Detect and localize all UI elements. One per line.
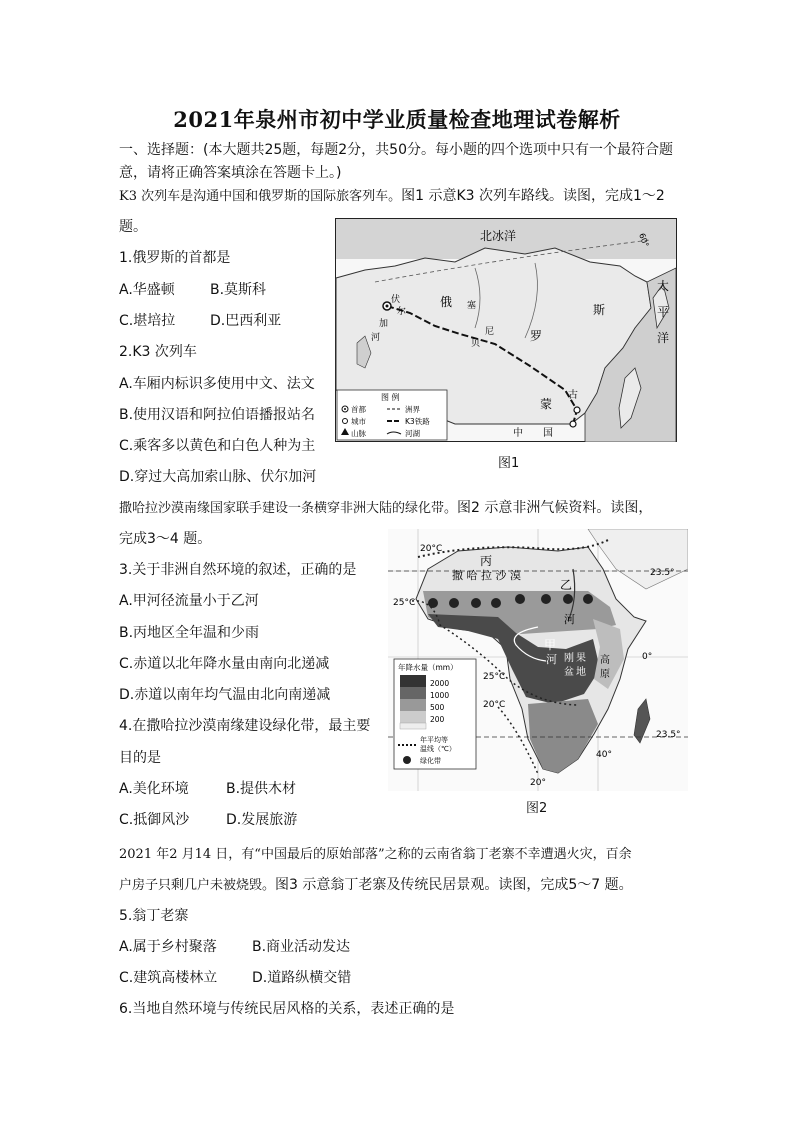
label-plateau-2: 原 bbox=[600, 669, 610, 680]
label-river-b2: 尼 bbox=[485, 327, 495, 337]
label-lat-23-5-south: 23.5° bbox=[656, 730, 681, 740]
question-5-option-c: C.建筑高楼林立 bbox=[119, 970, 218, 986]
legend-river: 河湖 bbox=[405, 429, 420, 438]
label-pacific-2: 平 bbox=[657, 305, 670, 319]
intro-sahara-instruction: 图2 示意非洲气候资料。读图， bbox=[457, 500, 653, 516]
legend-title: 图 例 bbox=[381, 393, 400, 402]
tree-icon bbox=[563, 594, 573, 604]
question-4-option-c: C.抵御风沙 bbox=[119, 812, 190, 828]
label-congo-4: 地 bbox=[576, 667, 586, 678]
question-1-option-c: C.堪培拉 bbox=[119, 313, 176, 329]
label-volga-1: 伏 bbox=[391, 295, 401, 305]
tree-icon bbox=[449, 598, 459, 608]
figure-2-caption: 图2 bbox=[526, 801, 548, 816]
tree-icon bbox=[428, 598, 438, 608]
intro-k3-line2: 题。 bbox=[119, 219, 147, 235]
city-marker bbox=[570, 421, 576, 427]
legend-mountain: 山脉 bbox=[351, 429, 366, 438]
question-4-option-b: B.提供木材 bbox=[226, 781, 297, 797]
question-2-option-d: D.穿过大高加索山脉、伏尔加河 bbox=[119, 469, 317, 485]
label-volga-3: 加 bbox=[379, 319, 389, 329]
label-lat60: 60° bbox=[637, 231, 651, 249]
legend-value-200: 200 bbox=[430, 715, 445, 724]
tree-icon bbox=[515, 594, 525, 604]
legend-isotherm-2: 温线（℃） bbox=[420, 745, 456, 753]
question-1-option-b: B.莫斯科 bbox=[210, 282, 267, 298]
label-20-bottom: 20° bbox=[530, 778, 546, 788]
figure-2-legend bbox=[394, 659, 476, 769]
label-yi: 乙 bbox=[560, 578, 573, 592]
label-bing: 丙 bbox=[480, 554, 493, 568]
question-5-stem: 5.翁丁老寨 bbox=[119, 908, 189, 924]
figure-2-africa-map bbox=[388, 529, 688, 791]
legend-green-belt: 绿化带 bbox=[420, 757, 441, 765]
legend-border: 洲界 bbox=[405, 405, 420, 414]
legend-precip-title: 年降水量（mm） bbox=[398, 663, 458, 672]
label-china-1: 中 bbox=[513, 428, 523, 439]
question-3-option-b: B.丙地区全年温和少雨 bbox=[119, 625, 260, 641]
intro-sahara bbox=[119, 498, 652, 519]
question-2-option-c: C.乘客多以黄色和白色人种为主 bbox=[119, 438, 316, 454]
figure-1-caption: 图1 bbox=[498, 456, 520, 471]
label-congo-2: 果 bbox=[576, 653, 586, 664]
tree-icon bbox=[471, 598, 481, 608]
label-lon-40: 40° bbox=[596, 750, 612, 760]
legend-city-icon bbox=[343, 419, 348, 424]
label-russia-2: 罗 bbox=[530, 329, 543, 343]
legend-swatch-1000 bbox=[400, 687, 426, 699]
question-1-option-d: D.巴西利亚 bbox=[210, 313, 282, 329]
page-title: 2021年泉州市初中学业质量检查地理试卷解析 bbox=[173, 107, 621, 132]
label-sahara-desert: 撒 哈 拉 沙 漠 bbox=[452, 569, 521, 582]
question-3-option-a: A.甲河径流量小于乙河 bbox=[119, 593, 259, 609]
label-volga-4: 河 bbox=[371, 333, 381, 343]
label-mongolia-1: 蒙 bbox=[540, 397, 553, 411]
label-25c-south: 25°C bbox=[483, 672, 506, 682]
label-pacific-3: 洋 bbox=[657, 331, 670, 345]
legend-value-1000: 1000 bbox=[430, 691, 450, 700]
question-3-option-d: D.赤道以南年均气温由北向南递减 bbox=[119, 687, 331, 703]
question-4-option-a: A.美化环境 bbox=[119, 781, 189, 797]
label-arctic: 北冰洋 bbox=[480, 229, 517, 243]
question-5-option-b: B.商业活动发达 bbox=[252, 939, 351, 955]
label-25c-west: 25°C bbox=[393, 598, 416, 608]
figure-1-legend bbox=[337, 390, 447, 440]
intro-wengding-instruction: 图3 示意翁丁老寨及传统民居景观。读图，完成5～7 题。 bbox=[275, 877, 633, 893]
legend-swatch-2000 bbox=[400, 675, 426, 687]
label-river-yi: 河 bbox=[564, 613, 575, 626]
question-1-option-a: A.华盛顿 bbox=[119, 282, 175, 298]
tree-icon bbox=[491, 598, 501, 608]
legend-capital: 首都 bbox=[351, 405, 366, 414]
label-river-b1: 贝 bbox=[471, 339, 481, 349]
legend-tree-icon bbox=[403, 756, 411, 764]
label-20c-south: 20°C bbox=[483, 700, 506, 710]
question-6-stem: 6.当地自然环境与传统民居风格的关系，表述正确的是 bbox=[119, 1001, 455, 1017]
question-1-stem: 1.俄罗斯的首都是 bbox=[119, 250, 231, 266]
label-china-2: 国 bbox=[543, 428, 553, 439]
question-5-option-d: D.道路纵横交错 bbox=[252, 970, 352, 986]
question-2-option-a: A.车厢内标识多使用中文、法文 bbox=[119, 376, 315, 392]
question-4-option-d: D.发展旅游 bbox=[226, 812, 298, 828]
label-river-jia: 河 bbox=[546, 653, 557, 666]
intro-k3-instruction: 图1 示意K3 次列车路线。读图，完成1～2 bbox=[401, 188, 665, 204]
intro-k3 bbox=[119, 186, 665, 207]
legend-value-500: 500 bbox=[430, 703, 445, 712]
question-4-stem-line2: 目的是 bbox=[119, 750, 161, 766]
intro-sahara-text: 撒哈拉沙漠南缘国家联手建设一条横穿非洲大陆的绿化带。 bbox=[119, 501, 458, 516]
tree-icon bbox=[583, 594, 593, 604]
legend-isotherm-1: 年平均等 bbox=[420, 736, 448, 744]
question-4-stem-line1: 4.在撒哈拉沙漠南缘建设绿化带，最主要 bbox=[119, 718, 371, 734]
label-volga-2: 尔 bbox=[397, 307, 407, 317]
question-5-option-a: A.属于乡村聚落 bbox=[119, 939, 217, 955]
intro-wengding-line2 bbox=[119, 875, 633, 896]
section-instructions-line2: 意，请将正确答案填涂在答题卡上。) bbox=[119, 165, 342, 181]
question-3-option-c: C.赤道以北年降水量由南向北递减 bbox=[119, 656, 330, 672]
label-russia-3: 斯 bbox=[593, 303, 606, 317]
label-lat-0: 0° bbox=[642, 652, 653, 662]
legend-swatch-200 bbox=[400, 711, 426, 723]
label-mongolia-2: 古 bbox=[568, 390, 578, 401]
city-marker bbox=[574, 407, 580, 413]
legend-railway: K3铁路 bbox=[405, 417, 430, 426]
question-3-stem: 3.关于非洲自然环境的叙述，正确的是 bbox=[119, 562, 357, 578]
question-2-option-b: B.使用汉语和阿拉伯语播报站名 bbox=[119, 407, 316, 423]
intro-wengding-line1: 2021 年2 月14 日，有“中国最后的原始部落”之称的云南省翁丁老寨不幸遭遇火灾，百余 bbox=[119, 847, 632, 862]
label-20c-north: 20°C bbox=[420, 544, 443, 554]
intro-k3-text: K3 次列车是沟通中国和俄罗斯的国际旅客列车。 bbox=[119, 189, 402, 204]
label-congo-3: 盆 bbox=[564, 667, 574, 678]
intro-wengding-text: 户房子只剩几户未被烧毁。 bbox=[119, 878, 276, 893]
label-jia: 甲 bbox=[544, 638, 557, 652]
intro-sahara-line2: 完成3～4 题。 bbox=[119, 531, 212, 547]
legend-value-2000: 2000 bbox=[430, 679, 450, 688]
label-river-b3: 塞 bbox=[467, 301, 477, 311]
question-2-stem: 2.K3 次列车 bbox=[119, 344, 197, 360]
label-pacific-1: 太 bbox=[657, 279, 670, 293]
section-instructions-line1: 一、选择题：(本大题共25题，每题2分，共50分。每小题的四个选项中只有一个最符合题 bbox=[119, 142, 673, 158]
legend-city: 城市 bbox=[351, 417, 366, 426]
figure-1-russia-map bbox=[335, 218, 677, 442]
tree-icon bbox=[541, 594, 551, 604]
legend-swatch-500 bbox=[400, 699, 426, 711]
label-congo-1: 刚 bbox=[564, 653, 574, 664]
label-russia-1: 俄 bbox=[440, 295, 453, 309]
label-plateau-1: 高 bbox=[600, 655, 610, 666]
label-lat-23-5-north: 23.5° bbox=[650, 568, 675, 578]
